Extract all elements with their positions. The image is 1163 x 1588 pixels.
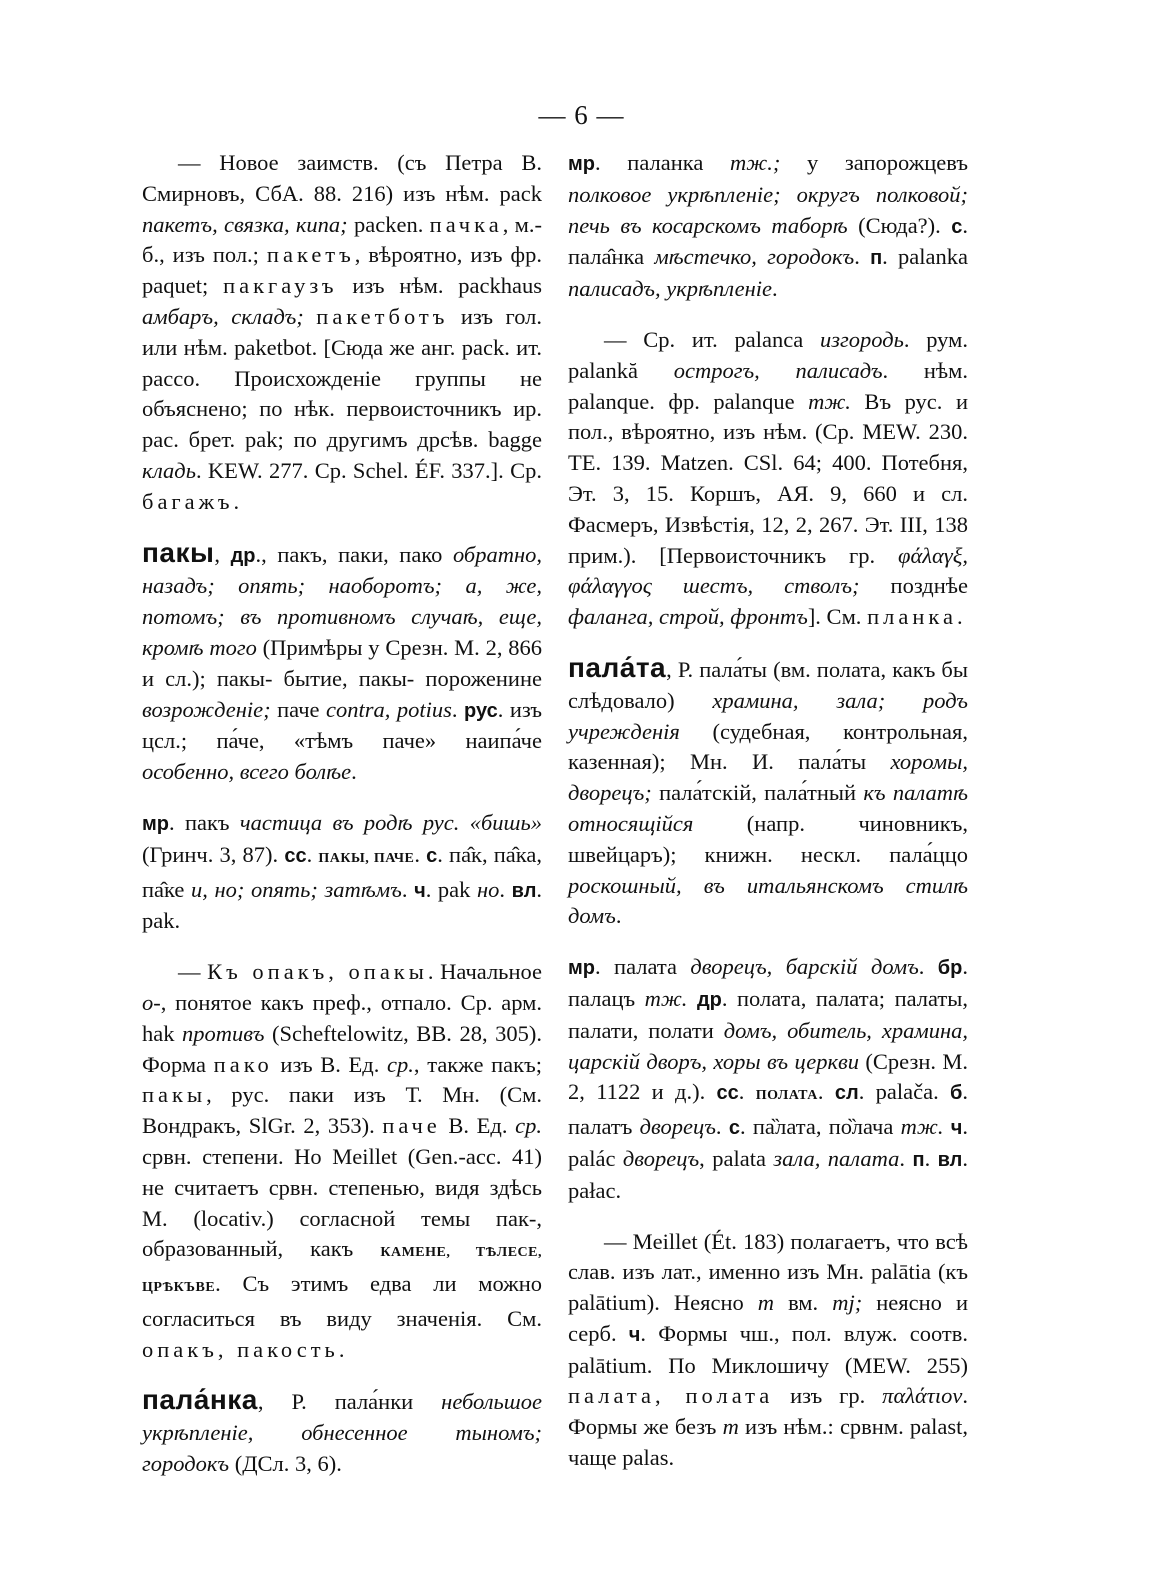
gloss-text: и, но; опять; затѣмъ [190,876,402,902]
gloss-text: φάλαγξ, φάλαγγος шестъ, стволъ; [568,542,968,599]
gloss-text: острогъ, палисадъ [673,357,883,383]
body-text: . паланка [595,150,731,175]
body-text: . Формы чш., пол. влуж. соотв. palātium. По Миклошичу (MEW. 255) [568,1320,969,1378]
body-text: . [715,1114,729,1140]
spaced-term: пакетботъ [316,303,449,329]
body-text: вм. [774,1290,833,1316]
gloss-text: тj; [832,1290,863,1316]
body-text: срвн. степени. Но Meillet (Gen.-acc. 41) не считаетъ срвн. степенью, видя здѣсь М. (locativ.) согласной темы пак-, образованный, какъ [142,1143,542,1262]
body-text: у запорожцевъ [780,150,968,175]
gloss-text: ср. [387,1051,414,1077]
body-text: . палатъ [568,1079,969,1140]
left-column [142,148,542,1500]
body-text: пала́тскій, пала́тный [651,780,864,806]
gloss-text: παλάτιον [882,1383,963,1409]
body-text: . [414,841,427,867]
body-text: неясно и серб. [568,1290,968,1346]
body-text: — Meillet (Ét. 183) полагаетъ, что всѣ слав. изъ лат., именно изъ Мн. palātia (къ palātium). Неясно [568,1228,968,1316]
body-text [304,304,317,329]
body-text: , вѣроятно, изъ фр. paquet; [142,242,542,299]
body-text: , Р. пала́ты (вм. полата, какъ бы слѣдовало) [568,656,968,713]
body-text: . Съ этимъ едва ли можно согласиться въ виду значенія. См. [142,1271,542,1331]
body-text: позднѣе [859,573,969,599]
gloss-text: храмина, зала; родъ учрежденія [568,687,968,744]
language-tag: мр [568,153,596,175]
language-tag: п [870,247,883,270]
language-tag: др [230,544,256,567]
headword: пала́нка [142,1384,258,1416]
body-text: . palác [568,1114,969,1171]
body-text: . [401,876,415,902]
body-text: — Новое заимств. (съ Петра В. Смирновъ, СбА. 88. 216) изъ нѣм. pack [142,150,542,206]
gloss-text: обратно, назадъ; опять; наоборотъ; а, же, потомъ; въ противномъ случаѣ, еще, кромѣ того [142,541,542,660]
dialect-forms-paragraph [568,952,968,1206]
body-text: . [306,841,319,867]
language-tag: сл [834,1082,859,1105]
body-text: . полата, палата; палаты, палати, полати [568,985,968,1043]
gloss-text: пакетъ, связка, кипа; [142,211,348,237]
body-text: . Начальное [427,959,542,985]
etymology-paragraph [568,1227,968,1474]
body-text: . па̏лата, по̏лача [739,1114,901,1140]
spaced-term: пакгаузъ [223,273,338,299]
body-text: . KEW. 277. Ср. Schel. ÉF. 337.]. Ср. [195,457,542,483]
language-tag: сс [716,1082,739,1105]
gloss-text: тж. [900,1114,944,1140]
language-tag: с [426,844,438,867]
spaced-term: палата, полата [568,1383,774,1409]
body-text [687,986,697,1011]
body-text: (судебная, контрольная, казенная); Мн. И. пала́ты [568,718,968,775]
body-text: . [924,1145,938,1171]
gloss-text: домъ, обитель, храмина, царскій дворъ, хоры въ церкви [568,1017,968,1074]
gloss-text: особенно, всего болѣе [142,759,352,785]
body-text: . [738,1079,756,1105]
gloss-text: зала, палата [773,1145,900,1171]
body-text: , рус. паки изъ Т. Мн. (См. Вондракъ, SlGr. 2, 353). [142,1082,542,1139]
spaced-term: паче [382,1113,441,1139]
gloss-text: хоромы, дворецъ; [568,749,968,806]
dictionary-entry [142,538,542,788]
body-text: изъ нѣм. packhaus [337,273,542,299]
gloss-text: изгородь [819,326,904,352]
body-text: (Срезн. М. 2, 1122 и д.). [568,1048,968,1105]
language-tag: др [696,988,722,1011]
body-text: ]. См. [807,604,868,630]
body-text: изъ гр. [773,1383,883,1409]
body-text: . pałac. [568,1145,968,1203]
spaced-term: планка [867,604,957,630]
body-text: . palanka [882,244,969,270]
gloss-text: о [142,989,154,1015]
language-tag: сс [284,844,307,867]
body-text: . [451,696,464,722]
gloss-text: мѣстечко, городокъ [654,244,855,270]
slavonic-form: ПАКЫ, ПАЧЕ [318,850,415,866]
slavonic-form: ПОЛАТА [755,1088,818,1104]
gloss-text: кладь [142,457,196,483]
body-text: . Формы же безъ [568,1383,968,1440]
gloss-text: тж. [808,388,851,414]
language-tag: вл [937,1148,963,1171]
language-tag: б [950,1082,963,1105]
gloss-text: амбаръ, складъ; [142,303,304,329]
gloss-text: къ палатѣ относящійся [568,780,968,836]
body-text [943,1114,950,1139]
body-text: (Сюда?). [847,212,952,238]
body-text: изъ гол. или нѣм. paketbot. [Сюда же анг. pack. ит. pacco. Происхожденіе группы не объяснено; по нѣк. первоисточникъ ир. pac. брет. pak; по другимъ дрсѣв. bagge [142,303,543,453]
body-text: . pak. [142,876,543,934]
language-tag: ч [628,1323,641,1346]
body-text: (напр. чиновникъ, швейцаръ); книжн. нескл. пала́ццо [568,810,968,867]
dictionary-entry [142,1385,542,1479]
gloss-text: т [757,1290,775,1316]
body-text: (ДСл. 3, 6). [229,1451,342,1477]
gloss-text: палисадъ, укрѣпленіе [568,276,773,302]
spaced-term: пачка [429,211,503,237]
gloss-text: но [477,876,500,902]
body-text: , Р. пала́нки [257,1389,442,1415]
etymology-paragraph [142,148,542,518]
gloss-text: т [722,1414,739,1440]
body-text: В. Ед. [440,1113,516,1139]
body-text: , также пакъ; [413,1051,542,1077]
body-text: . [918,954,938,980]
body-text: packen. [347,211,430,237]
etymology-paragraph [568,325,968,633]
body-text: . рум. palankă [568,326,968,383]
body-text: . [351,759,357,785]
gloss-text: небольшое укрѣпленіе, обнесенное тыномъ; городокъ [142,1389,542,1477]
language-tag: п [912,1148,925,1171]
language-tag: мр [142,812,170,835]
language-tag: с [951,215,963,238]
body-text: изъ нѣм.: срвнм. palast, чаще palas. [568,1414,968,1471]
body-text: . pak [425,876,477,902]
language-tag: ч [414,879,426,902]
gloss-text: роскошный, въ итальянскомъ стилѣ домъ [568,872,968,929]
body-text: . [338,1336,345,1362]
body-text: . [956,604,963,630]
gloss-text: фаланга, строй, фронтъ [568,604,808,630]
spaced-term: багажъ [142,488,234,514]
body-text: , м.-б., изъ пол.; [142,211,543,268]
language-tag: ч [950,1117,963,1140]
language-tag: вл [511,879,537,902]
language-tag: мр [568,957,596,980]
gloss-text: дворецъ [639,1114,716,1140]
body-text: . палата [595,954,691,980]
gloss-text: полковое укрѣпленіе; округъ полковой; печь въ косарскомъ таборѣ [568,181,968,238]
body-text: ., пакъ, паки, пако [255,541,453,567]
page-number: — 6 — [538,100,625,130]
body-text: паче [270,696,327,722]
body-text: . [899,1145,913,1171]
gloss-text: дворецъ, барскій домъ [690,954,919,980]
body-text: , palata [699,1145,774,1171]
gloss-text: дворецъ [622,1145,700,1171]
spaced-term: пакетъ [266,242,355,268]
language-tag: с [728,1117,740,1140]
dialect-forms-paragraph [142,808,542,937]
body-text: . па̂к, па̂ка, па̂ке [142,841,542,902]
body-text: (Гринч. 3, 87). [142,841,285,867]
gloss-text: частица въ родѣ рус. «бишь» [239,809,543,835]
dialect-forms-paragraph [568,148,968,305]
spaced-term: пако [213,1051,273,1077]
spaced-term: Къ опакъ, опакы [207,959,428,985]
body-text: . palača. [858,1079,951,1105]
slavonic-form: КАМЕНЕ, ТѢЛЕСЕ, ЦРѢКЪВЕ [142,1245,542,1296]
body-text: . [499,876,512,902]
headword: пала́та [568,651,667,683]
etymology-paragraph [142,957,542,1365]
body-text: -, понятое какъ преф., отпало. Ср. арм. hak [142,989,542,1046]
gloss-text: возрожденіе; [142,696,271,722]
spaced-term: пакы [142,1082,207,1108]
body-text: . изъ цсл.; па́че, «тѣмъ паче» наипа́че [142,696,542,754]
language-tag: рус [464,699,498,722]
spaced-term: опакъ, пакость [142,1336,339,1362]
gloss-text: ср. [515,1113,543,1139]
body-text: . пакъ [169,809,240,835]
headword: пакы [142,536,215,568]
body-text: Въ рус. и пол., вѣроятно, изъ нѣм. (Ср. MEW. 230. TE. 139. Matzen. CSl. 64; 400. Потебня, Эт. 3, 15. Коршъ, АЯ. 9, 660 и сл. Фасмеръ, Извѣстія, 12, 2, 267. Эт. III, 138 прим.). [Первоисточникъ гр. [568,388,968,568]
gloss-text: тж. [644,985,688,1011]
body-text: . [854,244,871,270]
body-text: (Примѣры у Срезн. М. 2, 866 и сл.); пакы- бытие, пакы- пороженине [142,634,543,691]
body-text: . [615,903,622,929]
body-text: . [817,1079,835,1105]
gloss-text: противъ [182,1020,265,1046]
body-text: (Scheftelowitz, BB. 28, 305). Форма [142,1020,542,1077]
gloss-text: contra, potius [326,696,452,722]
body-text: изъ В. Ед. [272,1051,388,1077]
language-tag: бр [937,957,963,980]
body-text: . пала̂нка [568,212,968,270]
body-text: . нѣм. palanque. фр. palanque [568,357,969,414]
body-text: — [178,959,208,985]
dictionary-entry [568,653,968,932]
right-column [568,148,968,1494]
body-text: . [233,488,240,514]
body-text: — Ср. ит. palanca [604,326,820,352]
body-text: , [214,541,231,567]
body-text: . [772,276,778,302]
body-text: . палацъ [568,954,968,1011]
gloss-text: тж.; [730,150,781,175]
